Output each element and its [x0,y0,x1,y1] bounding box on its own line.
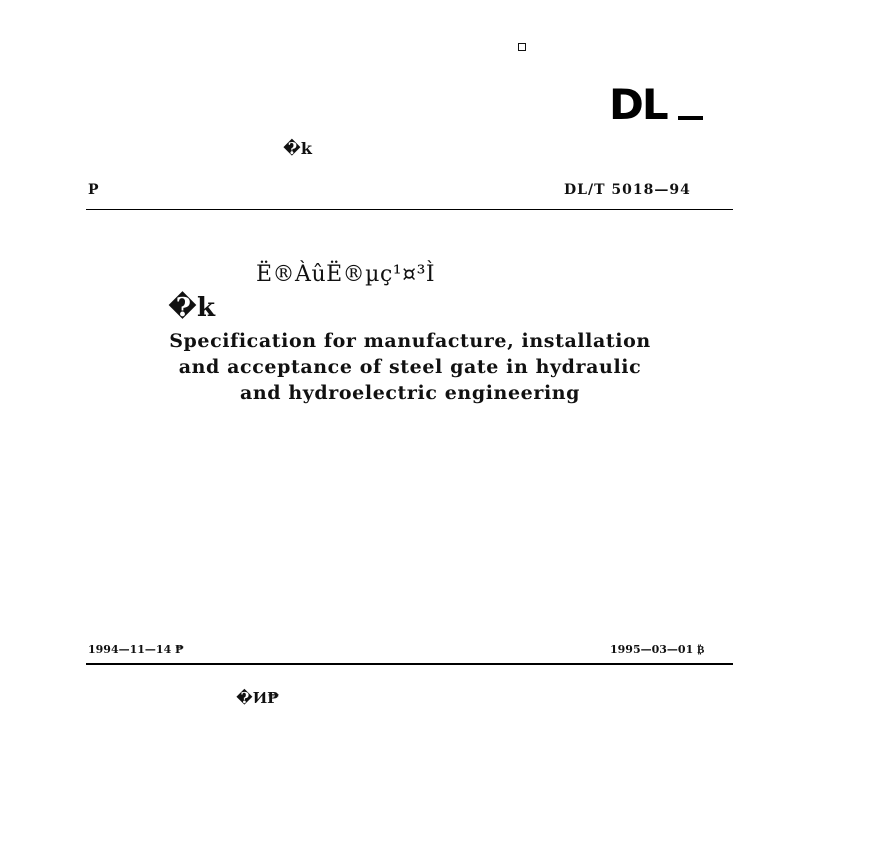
english-title-line-3: and hydroelectric engineering [239,382,581,404]
dl-logo-underline [678,116,703,120]
top-divider [86,209,733,210]
standard-number: DL/T 5018—94 [564,182,691,198]
issue-date: 1994—11—14 ₱ [88,643,184,656]
bottom-divider [86,663,733,665]
standard-category: P [88,182,99,198]
garbled-chinese-title: Ë®ÀûË®µç¹¤³Ì [256,262,436,287]
publisher: �Ͷ₱ [236,689,279,707]
english-title [100,328,720,406]
garbled-glyph-large: �k [168,293,215,323]
english-title-line-1: Specification for manufacture, installation [169,330,651,352]
dl-logo: DL [609,80,667,129]
garbled-glyph-top: �k [283,139,312,158]
english-title-line-2: and acceptance of steel gate in hydraulic [178,356,642,378]
corner-box-mark [518,43,526,51]
effective-date: 1995—03—01 ₿ [610,643,705,656]
